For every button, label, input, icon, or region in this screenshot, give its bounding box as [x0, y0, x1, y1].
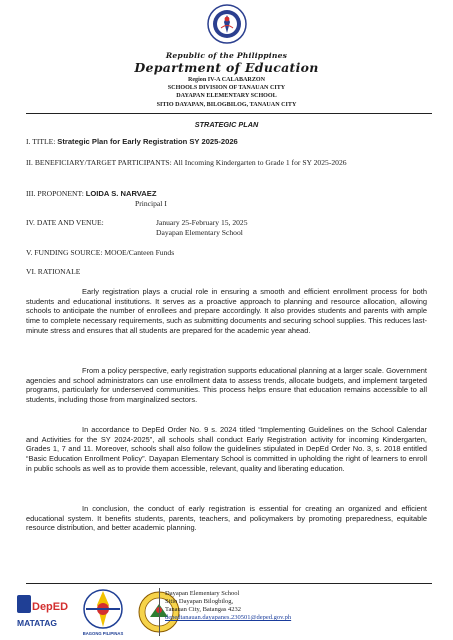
- office-lines: [0, 76, 453, 109]
- section-beneficiary: [26, 158, 430, 167]
- rationale-heading: VI. RATIONALE: [26, 267, 81, 276]
- svg-text:MATATAG: MATATAG: [17, 618, 57, 628]
- rationale-paragraph-3: In accordance to DepEd Order No. 9 s. 2024 titled “Implementing Guidelines on the School Calendar and Activities for the SY 2024-2025”, all schools shall conduct Early Registration activity for incoming Kindergarten, Grades 1, 7 and 11. Moreover, schools shall also follow the guidelines stipulated in DepEd Order No. 3, s. 2018 entitled “Basic Education Enrollment Policy”. Dayapan Elementary School is committed in upholding the right of learners to enroll in public schools as well as to provide them accessible, relevant, quality and liberating education.: [26, 425, 427, 473]
- region-line: Region IV-A CALABARZON: [187, 77, 266, 83]
- funding-source: V. FUNDING SOURCE: MOOE/Canteen Funds: [26, 248, 175, 257]
- deped-seal-icon: [207, 4, 247, 44]
- section-proponent: [26, 189, 436, 198]
- rationale-paragraph-2: From a policy perspective, early registration supports educational planning at a larger scale. Government agencies and school administrators can use enrollment data to assess trends, allocate budgets, and implement targeted programs, particularly for underserved communities. This process helps ensure that education remains accessible to all students, including those from marginalized sectors.: [26, 366, 427, 405]
- rationale-paragraph-1: Early registration plays a crucial role in ensuring a smooth and efficient enrollment process for both students and educational institutions. It serves as a proactive approach to planning and resource allocation, allowing schools to anticipate the number of enrollees and prepare accordingly. It also provides students and parents with ample time to complete necessary requirements, such as submitting documents and securing school supplies. This reduces last-minute stress and ensures that all students are prepared for the academic year ahead.: [26, 287, 427, 335]
- venue-value: Dayapan Elementary School: [156, 228, 243, 237]
- beneficiary-label: II. BENEFICIARY/TARGET PARTICIPANTS:: [26, 158, 174, 167]
- footer-address-2: Tanauan City, Batangas 4232: [165, 606, 242, 613]
- section-title: [26, 137, 436, 146]
- footer-divider: [26, 583, 432, 584]
- title-value: Strategic Plan for Early Registration SY 2025-2026: [57, 137, 238, 146]
- date-value: January 25-February 15, 2025: [156, 218, 248, 227]
- rationale-paragraph-4: In conclusion, the conduct of early registration is essential for creating an organized and efficient educational system. It benefits students, parents, teachers, and policymakers by promoting preparedness, equitable resource distribution, and better academic planning.: [26, 504, 427, 533]
- footer-email-link[interactable]: depedtanauan.dayapanes.230501@deped.gov.ph: [165, 614, 292, 621]
- school-line: DAYAPAN ELEMENTARY SCHOOL: [176, 93, 277, 100]
- republic-line: Republic of the Philippines: [165, 51, 288, 60]
- footer-school-name: Dayapan Elementary School: [165, 590, 240, 597]
- department-name: Department of Education: [134, 60, 319, 75]
- proponent-label: III. PROPONENT:: [26, 189, 86, 198]
- date-label: IV. DATE AND VENUE:: [26, 218, 104, 227]
- beneficiary-value: All Incoming Kindergarten to Grade 1 for SY 2025-2026: [173, 158, 347, 167]
- title-label: I. TITLE:: [26, 137, 58, 146]
- address-line: SITIO DAYAPAN, BILOGBILOG, TANAUAN CITY: [156, 101, 297, 108]
- footer-contact: [165, 590, 291, 622]
- footer-vertical-divider: [159, 588, 160, 636]
- division-line: SCHOOLS DIVISION OF TANAUAN CITY: [167, 85, 286, 92]
- document-title: STRATEGIC PLAN: [194, 120, 259, 129]
- bagong-pilipinas-logo-icon: [72, 587, 134, 637]
- deped-matatag-logo-icon: [14, 593, 69, 633]
- proponent-position: Principal I: [135, 199, 167, 208]
- svg-text:DepED: DepED: [32, 601, 69, 613]
- proponent-name: LOIDA S. NARVAEZ: [85, 189, 157, 198]
- svg-text:BAGONG PILIPINAS: BAGONG PILIPINAS: [82, 631, 124, 636]
- footer-address-1: Sitio Dayapan Bilogbilog,: [165, 598, 234, 605]
- header-divider: [26, 113, 432, 114]
